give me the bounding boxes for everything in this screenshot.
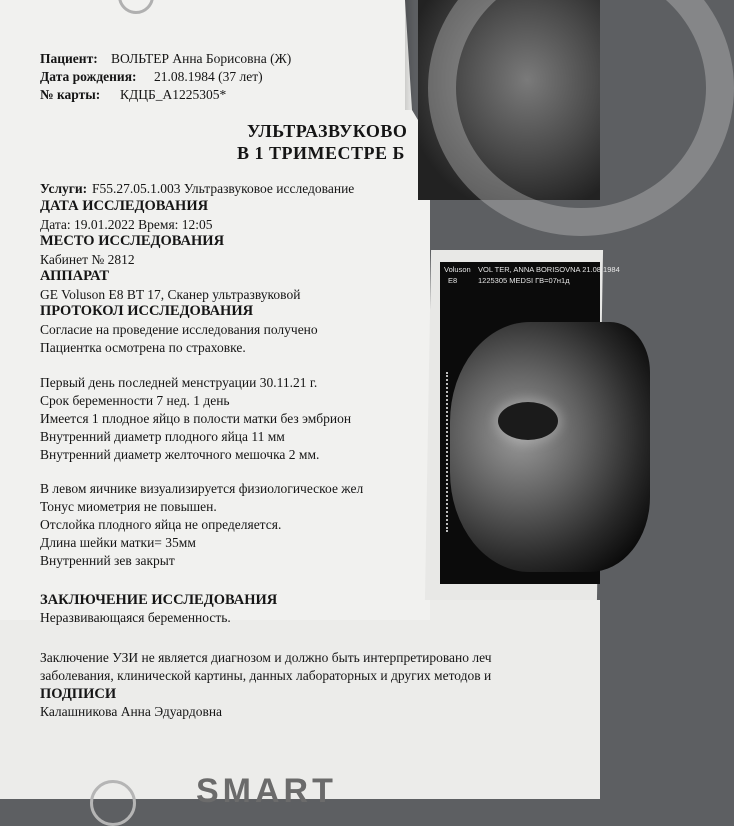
protocol-line: Пациентка осмотрена по страховке.	[40, 340, 246, 355]
signature-name: Калашникова Анна Эдуардовна	[40, 704, 223, 719]
protocol-line: Внутренний диаметр плодного яйца 11 мм	[40, 429, 285, 444]
place-value: Кабинет № 2812	[40, 252, 135, 267]
protocol-line: Первый день последней менструации 30.11.21 г.	[40, 375, 318, 390]
date-heading: ДАТА ИССЛЕДОВАНИЯ	[40, 198, 209, 214]
document-title-2: В 1 ТРИМЕСТРЕ Б	[237, 143, 405, 163]
protocol-line: Внутренний зев закрыт	[40, 553, 175, 568]
ultrasound-small-label: Voluson	[444, 265, 471, 274]
ultrasound-e8-label: E8	[448, 276, 458, 285]
conclusion-value: Неразвивающаяся беременность.	[40, 610, 231, 625]
protocol-heading: ПРОТОКОЛ ИССЛЕДОВАНИЯ	[40, 303, 254, 319]
signatures-heading: ПОДПИСИ	[40, 686, 117, 702]
protocol-line: Длина шейки матки= 35мм	[40, 535, 196, 550]
date-value: Дата: 19.01.2022 Время: 12:05	[40, 217, 213, 232]
patient-name-label: Пациент:	[40, 51, 98, 66]
protocol-line: Согласие на проведение исследования получено	[40, 322, 318, 337]
protocol-line: Имеется 1 плодное яйцо в полости матки без эмбрион	[40, 411, 352, 426]
disclaimer-line-1: Заключение УЗИ не является диагнозом и должно быть интерпретировано леч	[40, 650, 492, 665]
services-label: Услуги:	[40, 181, 88, 196]
card-label: № карты:	[40, 87, 101, 102]
protocol-line: Отслойка плодного яйца не определяется.	[40, 517, 282, 532]
place-heading: МЕСТО ИССЛЕДОВАНИЯ	[40, 233, 225, 249]
patient-name: ВОЛЬТЕР Анна Борисовна (Ж)	[111, 51, 292, 66]
protocol-line: Внутренний диаметр желточного мешочка 2 мм.	[40, 447, 320, 462]
protocol-line: В левом яичнике визуализируется физиологическое жел	[40, 481, 364, 496]
conclusion-heading: ЗАКЛЮЧЕНИЕ ИССЛЕДОВАНИЯ	[40, 592, 278, 608]
dob-value: 21.08.1984 (37 лет)	[154, 69, 263, 84]
document-title-1: УЛЬТРАЗВУКОВО	[247, 121, 408, 141]
ultrasound-header-2: 1225305 MEDSI ГВ=07н1д	[478, 276, 570, 285]
device-heading: АППАРАТ	[40, 268, 110, 284]
card-value: КДЦБ_А1225305*	[120, 87, 227, 102]
disclaimer-line-2: заболевания, клинической картины, данных лабораторных и других методов и	[40, 668, 492, 683]
ultrasound-header-1: VOL TER, ANNA BORISOVNA 21.08.1984	[478, 265, 620, 274]
bottom-logo-text: SMART	[196, 772, 337, 810]
device-value: GE Voluson E8 BT 17, Сканер ультразвуковой	[40, 287, 301, 302]
dob-label: Дата рождения:	[40, 69, 137, 84]
services-value: F55.27.05.1.003 Ультразвуковое исследование	[92, 181, 355, 196]
bottom-logo-icon	[90, 780, 136, 826]
protocol-line: Срок беременности 7 нед. 1 день	[40, 393, 230, 408]
protocol-line: Тонус миометрия не повышен.	[40, 499, 217, 514]
